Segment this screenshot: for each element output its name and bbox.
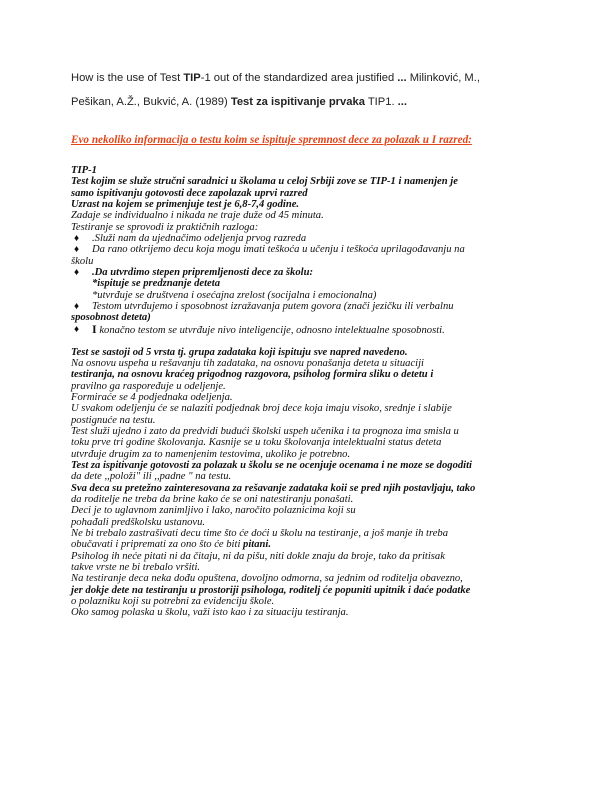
list-item-initial: I [92, 321, 97, 336]
paragraph-line: da roditelje ne treba da brine kako će se oni natestiranju ponašati. [71, 493, 354, 505]
list-item-text: .Da utvrdimo stepen pripremljenosti dece za školu: [92, 267, 313, 279]
paragraph-line: Ne bi trebalo zastrašivati decu time što će doći u školu na testiranje, a još manje ih treba [71, 528, 449, 539]
paragraph-line: Zadaje se individualno i nikada ne traje duže od 45 minuta. [71, 210, 324, 222]
paragraph-line: pravilno ga raspoređuje u odeljenje. [71, 380, 226, 392]
paragraph-line: Testiranje se sprovodi iz praktičnih razloga: [71, 221, 259, 233]
list-item-text: konačno testom se utvrđuje nivo inteligencije, odnosno intelektualne sposobnosti. [96, 324, 445, 336]
paragraph-line: Psiholog ih neće pitati ni da čitaju, ni da pišu, niti dokle znaju da broje, tako da pritisak [71, 550, 445, 562]
diamond-bullet-icon: ♦ [74, 233, 80, 245]
list-item-text: .Služi nam da ujednačimo odeljenja prvog razreda [92, 233, 307, 245]
paragraph-line: o polazniku koji su potrebni za evidenciju škole. [71, 596, 275, 608]
paragraph-line: postignuće na testu. [71, 414, 156, 426]
paragraph-line: samo ispitivanju gotovosti dece zapolazak uprvi razred [71, 187, 308, 199]
list-item [71, 233, 541, 244]
list-item [71, 321, 541, 336]
header-text: TIP1. [364, 96, 398, 108]
paragraph-line: Test služi ujedno i zato da predvidi budući školski uspeh učenika i ta prognoza ima smisla u [71, 425, 459, 437]
paragraph-line: Deci je to uglavnom zanimljivo i lako, naročito polaznicima koji su [71, 505, 356, 517]
header-authors: Pešikan, A.Ž., Bukvić, A. (1989) [71, 96, 231, 108]
diamond-bullet-icon: ♦ [74, 267, 80, 279]
sub-item: *ispituje se predznanje deteta [92, 278, 221, 290]
list-item [71, 267, 541, 278]
paragraph-line: takve vrste ne bi trebalo vršiti. [71, 562, 201, 574]
paragraph-line: Formiraće se 4 podjednaka odeljenja. [71, 391, 233, 403]
list-item-continuation: školu [71, 255, 94, 267]
list-item-continuation: sposobnost deteta) [71, 312, 151, 324]
section-title: TIP-1 [71, 165, 97, 176]
paragraph-line: Oko samog polaska u školu, važi isto kao i za situaciju testiranja. [71, 607, 349, 619]
diamond-bullet-icon: ♦ [74, 301, 80, 313]
header-bold: TIP [183, 72, 201, 84]
paragraph-line: U svakom odeljenju će se nalaziti podjednak broj dece koja imaju visoko, srednje i slabije [71, 403, 452, 415]
header-text: -1 out of the standardized area justified [200, 72, 398, 84]
list-item-text: Da rano otkrijemo decu koja mogu imati teškoća u učenju i teškoća uprilagođavanju na [92, 244, 465, 256]
paragraph-text: obučavati i pripremati za ono što će biti [71, 539, 244, 551]
spacer [71, 335, 541, 346]
paragraph-line: Test za ispitivanje gotovosti za polazak u školu se ne ocenjuje ocenama i ne moze se dogoditi [71, 459, 472, 471]
header-ellipsis: ... [397, 96, 407, 108]
header-ellipsis: ... [397, 72, 407, 84]
header-text: How is the use of Test [71, 72, 184, 84]
paragraph-line: Test se sastoji od 5 vrsta tj. grupa zadataka koji ispituju sve napred navedeno. [71, 346, 408, 358]
paragraph-line: da dete ,,položi" ili ,,padne " na testu. [71, 471, 232, 483]
sub-item: *utvrđuje se društvena i osećajna zrelost (socijalna i emocionalna) [92, 289, 377, 301]
intro-link[interactable]: Evo nekoliko informacija o testu koim se ispituje spremnost dece za polazak u I razred: [71, 134, 472, 146]
list-item-text: Testom utvrđujemo i sposobnost izražavanja putem govora (znači jezičku ili verbalnu [92, 301, 454, 313]
paragraph-line: pohađali predškolsku ustanovu. [71, 516, 206, 528]
header-line-1 [71, 71, 480, 85]
diamond-bullet-icon: ♦ [74, 323, 80, 335]
header-test-title: Test za ispitivanje prvaka [230, 96, 365, 108]
paragraph-line: testiranja, na osnovu kraćeg prigodnog razgovora, psiholog formira sliku o detetu i [71, 369, 434, 381]
paragraph-line: Na osnovu uspeha u rešavanju tih zadataka, na osnovu ponašanja deteta u situaciji [71, 357, 425, 369]
list-item [71, 244, 541, 255]
paragraph-line: utvrđuje drugim za to namenjenim testovima, ukoliko je potrebno. [71, 448, 351, 460]
header-authors: Milinković, M., [406, 72, 480, 84]
paragraph-emphasis: pitani. [243, 539, 272, 551]
paragraph-line [71, 539, 541, 550]
paragraph-line: Na testiranje deca neka dođu opuštena, dovoljno odmorna, sa jednim od roditelja obavezno, [71, 573, 463, 585]
header-line-2 [71, 95, 407, 109]
paragraph-line: toku prve tri godine školovanja. Kasnije se u toku školovanja intelektualni status deteta [71, 437, 442, 449]
paragraph-line: Uzrast na kojem se primenjuje test je 6,8-7,4 godine. [71, 199, 300, 211]
paragraph-line: jer dokje dete na testiranju u prostoriji psihologa, roditelj će popuniti upitnik i daće podatke [71, 584, 471, 596]
paragraph-line: Sva deca su pretežno zainteresovana za rešavanje zadataka koii se pred njih postavljaju, tako [71, 482, 476, 494]
document-body [71, 165, 541, 619]
list-item [71, 301, 541, 312]
paragraph-line: Test kojim se služe stručni saradnici u školama u celoj Srbiji zove se TIP-1 i namenjen je [71, 176, 458, 188]
diamond-bullet-icon: ♦ [74, 244, 80, 256]
